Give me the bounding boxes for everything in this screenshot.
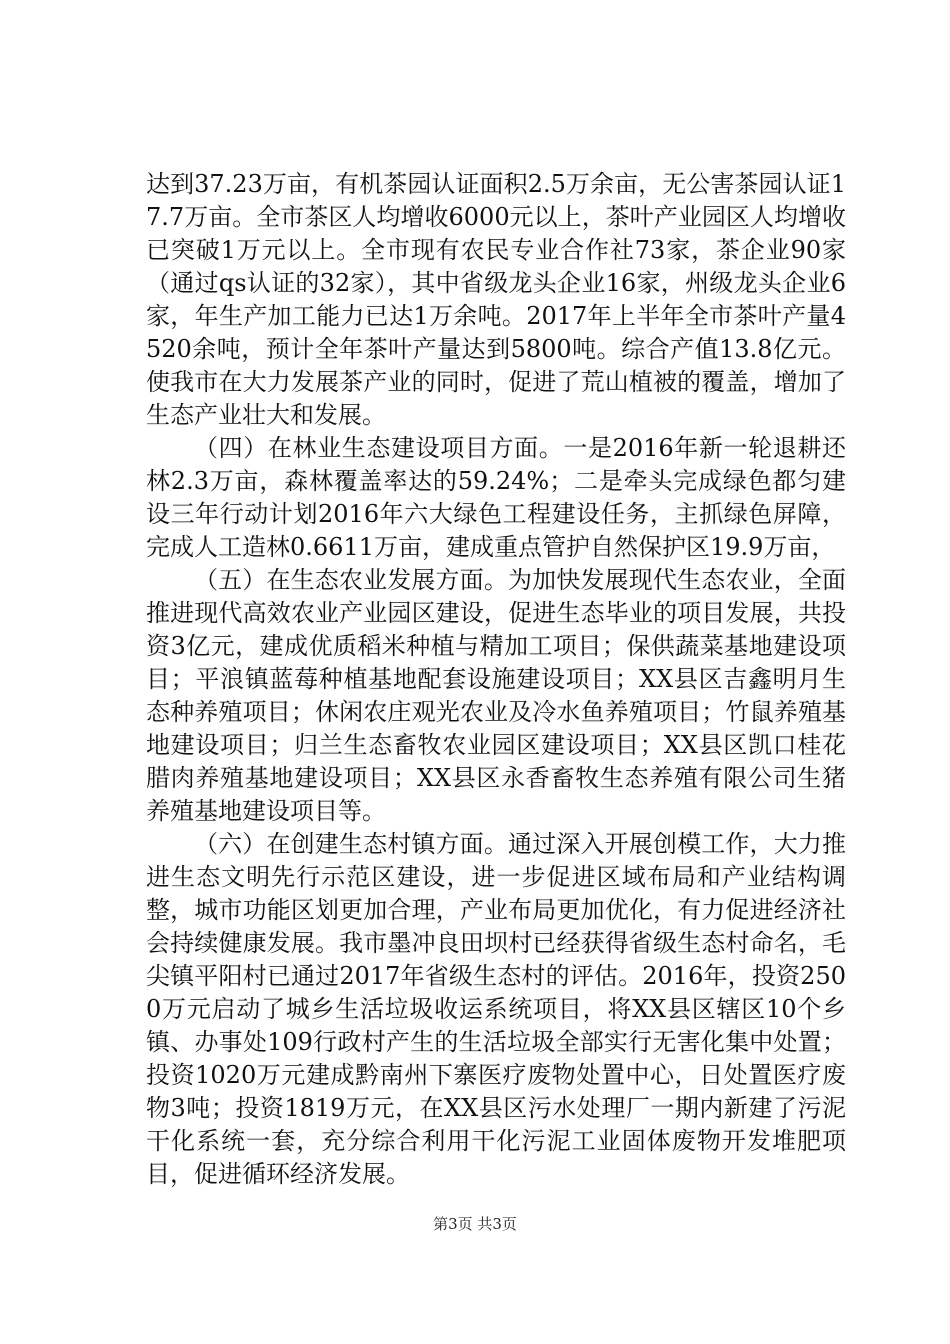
paragraph-forestry: （四）在林业生态建设项目方面。一是2016年新一轮退耕还林2.3万亩，森林覆盖率达的59.24%；二是牵头完成绿色都匀建设三年行动计划2016年六大绿色工程建设任务，主抓绿色屏障，完成人工造林0.6611万亩，建成重点管护自然保护区19.9万亩， [146,434,846,561]
paragraph-eco-agriculture: （五）在生态农业发展方面。为加快发展现代生态农业，全面推进现代高效农业产业园区建设，促进生态毕业的项目发展，共投资3亿元，建成优质稻米种植与精加工项目；保供蔬菜基地建设项目；平浪镇蓝莓种植基地配套设施建设项目；XX县区吉鑫明月生态种养殖项目；休闲农庄观光农业及冷水鱼养殖项目；竹鼠养殖基地建设项目；归兰生态畜牧农业园区建设项目；XX县区凯口桂花腊肉养殖基地建设项目；XX县区永香畜牧生态养殖有限公司生猪养殖基地建设项目等。 [146,566,846,825]
document-body [146,168,846,1191]
paragraph-eco-villages: （六）在创建生态村镇方面。通过深入开展创模工作，大力推进生态文明先行示范区建设，进一步促进区域布局和产业结构调整，城市功能区划更加合理，产业布局更加优化，有力促进经济社会持续健康发展。我市墨冲良田坝村已经获得省级生态村命名，毛尖镇平阳村已通过2017年省级生态村的评估。2016年，投资2500万元启动了城乡生活垃圾收运系统项目，将XX县区辖区10个乡镇、办事处109行政村产生的生活垃圾全部实行无害化集中处置；投资1020万元建成黔南州下寨医疗废物处置中心，日处置医疗废物3吨；投资1819万元，在XX县区污水处理厂一期内新建了污泥干化系统一套，充分综合利用干化污泥工业固体废物开发堆肥项目，促进循环经济发展。 [146,830,846,1188]
page-footer: 第3页 共3页 [433,1215,517,1233]
paragraph-tea-industry: 达到37.23万亩，有机茶园认证面积2.5万余亩，无公害茶园认证17.7万亩。全市茶区人均增收6000元以上，茶叶产业园区人均增收已突破1万元以上。全市现有农民专业合作社73家，茶企业90家（通过qs认证的32家），其中省级龙头企业16家，州级龙头企业6家，年生产加工能力已达1万余吨。2017年上半年全市茶叶产量4520余吨，预计全年茶叶产量达到5800吨。综合产值13.8亿元。使我市在大力发展茶产业的同时，促进了荒山植被的覆盖，增加了生态产业壮大和发展。 [146,170,846,429]
